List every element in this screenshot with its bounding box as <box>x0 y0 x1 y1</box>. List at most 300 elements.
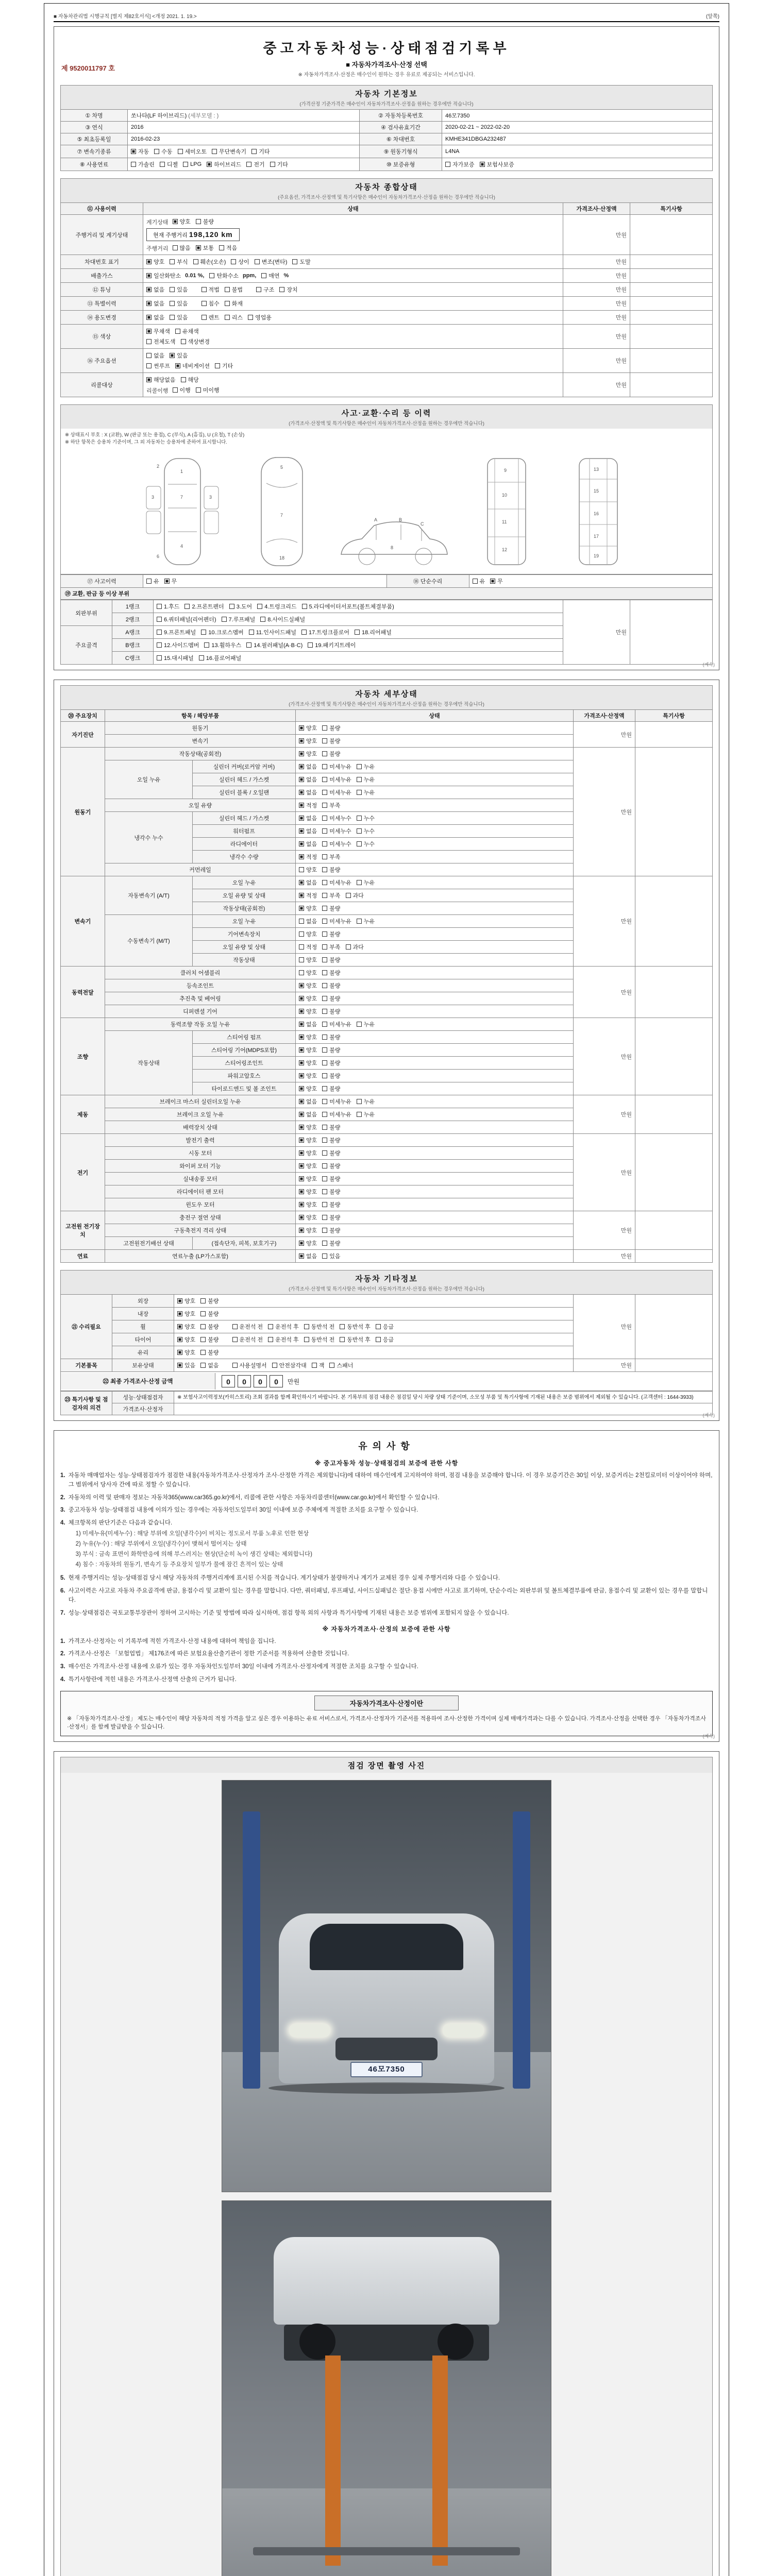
checkbox-unchecked[interactable] <box>157 604 162 609</box>
checkbox-unchecked[interactable] <box>170 287 175 292</box>
checkbox-checked[interactable] <box>299 1073 304 1078</box>
checkbox-option[interactable] <box>376 1323 394 1331</box>
checkbox-unchecked[interactable] <box>299 867 304 872</box>
checkbox-option[interactable] <box>299 762 317 771</box>
checkbox-option[interactable] <box>225 313 243 321</box>
checkbox-checked[interactable] <box>299 1176 304 1181</box>
checkbox-unchecked[interactable] <box>322 854 327 859</box>
checkbox-unchecked[interactable] <box>157 630 162 635</box>
checkbox-option[interactable] <box>193 258 226 266</box>
checkbox-unchecked[interactable] <box>473 579 478 584</box>
checkbox-unchecked[interactable] <box>357 1112 362 1117</box>
checkbox-option[interactable] <box>196 386 220 394</box>
checkbox-option[interactable] <box>299 956 317 964</box>
checkbox-checked[interactable] <box>146 287 152 292</box>
checkbox-option[interactable] <box>248 313 272 321</box>
checkbox-unchecked[interactable] <box>181 339 186 344</box>
checkbox-checked[interactable] <box>299 803 304 808</box>
checkbox-option[interactable] <box>322 762 351 771</box>
checkbox-option[interactable] <box>322 750 340 758</box>
checkbox-option[interactable] <box>322 1046 340 1054</box>
checkbox-option[interactable] <box>157 654 194 662</box>
checkbox-unchecked[interactable] <box>357 790 362 795</box>
checkbox-option[interactable] <box>200 1361 219 1369</box>
checkbox-option[interactable] <box>146 337 176 346</box>
checkbox-option[interactable] <box>200 1348 219 1357</box>
checkbox-unchecked[interactable] <box>322 906 327 911</box>
checkbox-checked[interactable] <box>299 1189 304 1194</box>
checkbox-unchecked[interactable] <box>302 604 307 609</box>
checkbox-unchecked[interactable] <box>322 725 327 731</box>
checkbox-option[interactable] <box>322 891 340 900</box>
checkbox-unchecked[interactable] <box>322 828 327 834</box>
checkbox-unchecked[interactable] <box>322 1073 327 1078</box>
checkbox-unchecked[interactable] <box>268 1337 273 1342</box>
checkbox-option[interactable] <box>376 1335 394 1344</box>
checkbox-unchecked[interactable] <box>299 919 304 924</box>
checkbox-unchecked[interactable] <box>193 259 198 264</box>
checkbox-checked[interactable] <box>207 162 212 167</box>
checkbox-unchecked[interactable] <box>256 287 261 292</box>
checkbox-option[interactable] <box>299 1072 317 1080</box>
checkbox-unchecked[interactable] <box>322 764 327 769</box>
checkbox-option[interactable] <box>131 147 149 156</box>
checkbox-option[interactable] <box>232 1335 263 1344</box>
checkbox-option[interactable] <box>357 1097 375 1106</box>
checkbox-unchecked[interactable] <box>154 149 159 154</box>
checkbox-option[interactable] <box>340 1335 371 1344</box>
checkbox-option[interactable] <box>299 904 317 912</box>
checkbox-option[interactable] <box>146 285 164 294</box>
checkbox-option[interactable] <box>299 943 317 951</box>
checkbox-option[interactable] <box>299 878 317 887</box>
checkbox-checked[interactable] <box>299 1202 304 1207</box>
checkbox-option[interactable] <box>196 217 214 226</box>
checkbox-option[interactable] <box>170 285 188 294</box>
checkbox-option[interactable] <box>490 577 503 585</box>
checkbox-option[interactable] <box>246 160 264 168</box>
checkbox-option[interactable] <box>299 866 317 874</box>
checkbox-option[interactable] <box>322 1110 351 1118</box>
checkbox-option[interactable] <box>357 917 375 925</box>
checkbox-unchecked[interactable] <box>322 751 327 756</box>
checkbox-option[interactable] <box>146 362 170 370</box>
checkbox-option[interactable] <box>146 272 204 280</box>
checkbox-unchecked[interactable] <box>322 1241 327 1246</box>
checkbox-option[interactable] <box>212 147 246 156</box>
checkbox-option[interactable] <box>256 285 274 294</box>
checkbox-unchecked[interactable] <box>322 1150 327 1156</box>
checkbox-option[interactable] <box>157 602 179 611</box>
checkbox-unchecked[interactable] <box>229 604 234 609</box>
checkbox-option[interactable] <box>209 272 256 280</box>
checkbox-checked[interactable] <box>146 273 152 278</box>
checkbox-option[interactable] <box>299 891 317 900</box>
checkbox-unchecked[interactable] <box>292 259 297 264</box>
checkbox-unchecked[interactable] <box>322 1022 327 1027</box>
checkbox-option[interactable] <box>183 161 201 167</box>
checkbox-option[interactable] <box>200 1310 219 1318</box>
checkbox-option[interactable] <box>322 1175 340 1183</box>
checkbox-option[interactable] <box>229 602 252 611</box>
checkbox-option[interactable] <box>322 1239 340 1247</box>
checkbox-unchecked[interactable] <box>201 630 206 635</box>
checkbox-unchecked[interactable] <box>255 259 260 264</box>
checkbox-option[interactable] <box>181 376 199 384</box>
checkbox-checked[interactable] <box>177 1324 182 1329</box>
checkbox-unchecked[interactable] <box>200 1337 206 1342</box>
checkbox-unchecked[interactable] <box>232 1363 238 1368</box>
checkbox-option[interactable] <box>299 1188 317 1196</box>
checkbox-option[interactable] <box>170 299 188 308</box>
checkbox-checked[interactable] <box>299 983 304 988</box>
checkbox-unchecked[interactable] <box>146 363 152 368</box>
checkbox-unchecked[interactable] <box>322 1086 327 1091</box>
checkbox-option[interactable] <box>322 1084 340 1093</box>
checkbox-option[interactable] <box>299 750 317 758</box>
checkbox-checked[interactable] <box>299 1228 304 1233</box>
checkbox-checked[interactable] <box>175 363 180 368</box>
checkbox-unchecked[interactable] <box>376 1337 381 1342</box>
checkbox-unchecked[interactable] <box>346 893 351 898</box>
checkbox-checked[interactable] <box>164 579 170 584</box>
checkbox-unchecked[interactable] <box>322 1009 327 1014</box>
checkbox-option[interactable] <box>322 1213 340 1222</box>
checkbox-option[interactable] <box>173 217 191 226</box>
checkbox-unchecked[interactable] <box>184 604 190 609</box>
checkbox-checked[interactable] <box>299 1047 304 1053</box>
checkbox-checked[interactable] <box>299 738 304 743</box>
checkbox-unchecked[interactable] <box>157 617 162 622</box>
checkbox-unchecked[interactable] <box>322 970 327 975</box>
checkbox-option[interactable] <box>322 1007 340 1015</box>
checkbox-checked[interactable] <box>299 1060 304 1065</box>
checkbox-option[interactable] <box>322 904 340 912</box>
checkbox-option[interactable] <box>299 1213 317 1222</box>
checkbox-option[interactable] <box>322 737 340 745</box>
checkbox-option[interactable] <box>268 1323 299 1331</box>
checkbox-checked[interactable] <box>177 1337 182 1342</box>
checkbox-option[interactable] <box>355 628 392 636</box>
checkbox-checked[interactable] <box>146 315 152 320</box>
checkbox-option[interactable] <box>177 1348 195 1357</box>
checkbox-unchecked[interactable] <box>146 579 152 584</box>
checkbox-unchecked[interactable] <box>225 287 230 292</box>
checkbox-unchecked[interactable] <box>322 1176 327 1181</box>
checkbox-option[interactable] <box>157 641 199 649</box>
checkbox-option[interactable] <box>299 840 317 848</box>
checkbox-option[interactable] <box>301 628 349 636</box>
checkbox-checked[interactable] <box>177 1311 182 1316</box>
checkbox-option[interactable] <box>181 337 210 346</box>
checkbox-option[interactable] <box>268 1335 299 1344</box>
checkbox-option[interactable] <box>299 1007 317 1015</box>
checkbox-checked[interactable] <box>146 301 152 306</box>
checkbox-option[interactable] <box>357 775 375 784</box>
checkbox-option[interactable] <box>299 981 317 990</box>
checkbox-option[interactable] <box>322 775 351 784</box>
checkbox-unchecked[interactable] <box>322 738 327 743</box>
checkbox-unchecked[interactable] <box>322 957 327 962</box>
checkbox-option[interactable] <box>272 1361 307 1369</box>
checkbox-option[interactable] <box>201 299 220 308</box>
checkbox-option[interactable] <box>299 1033 317 1041</box>
checkbox-unchecked[interactable] <box>357 841 362 846</box>
checkbox-unchecked[interactable] <box>246 162 251 167</box>
checkbox-unchecked[interactable] <box>270 162 275 167</box>
checkbox-option[interactable] <box>299 917 317 925</box>
checkbox-unchecked[interactable] <box>301 630 307 635</box>
checkbox-unchecked[interactable] <box>200 1298 206 1303</box>
checkbox-checked[interactable] <box>299 1138 304 1143</box>
checkbox-unchecked[interactable] <box>322 790 327 795</box>
checkbox-unchecked[interactable] <box>157 642 162 648</box>
checkbox-unchecked[interactable] <box>225 315 230 320</box>
checkbox-checked[interactable] <box>299 996 304 1001</box>
checkbox-unchecked[interactable] <box>322 1125 327 1130</box>
checkbox-unchecked[interactable] <box>322 867 327 872</box>
checkbox-option[interactable] <box>170 351 188 360</box>
checkbox-unchecked[interactable] <box>170 259 175 264</box>
checkbox-unchecked[interactable] <box>248 315 253 320</box>
checkbox-unchecked[interactable] <box>160 162 165 167</box>
checkbox-option[interactable] <box>175 327 199 335</box>
checkbox-option[interactable] <box>322 994 340 1003</box>
checkbox-option[interactable] <box>322 866 340 874</box>
checkbox-unchecked[interactable] <box>183 162 188 167</box>
checkbox-option[interactable] <box>299 853 317 861</box>
checkbox-unchecked[interactable] <box>304 1337 309 1342</box>
checkbox-checked[interactable] <box>299 1099 304 1104</box>
checkbox-checked[interactable] <box>196 245 201 250</box>
checkbox-unchecked[interactable] <box>322 1047 327 1053</box>
checkbox-option[interactable] <box>146 577 159 585</box>
checkbox-option[interactable] <box>299 724 317 732</box>
checkbox-option[interactable] <box>473 577 485 585</box>
checkbox-option[interactable] <box>299 1097 317 1106</box>
checkbox-option[interactable] <box>178 147 207 156</box>
checkbox-unchecked[interactable] <box>173 245 178 250</box>
checkbox-unchecked[interactable] <box>312 1363 317 1368</box>
checkbox-option[interactable] <box>299 1110 317 1118</box>
checkbox-option[interactable] <box>177 1297 195 1305</box>
checkbox-unchecked[interactable] <box>322 1138 327 1143</box>
checkbox-option[interactable] <box>225 285 243 294</box>
checkbox-unchecked[interactable] <box>357 777 362 782</box>
checkbox-checked[interactable] <box>299 880 304 885</box>
checkbox-option[interactable] <box>322 840 351 848</box>
checkbox-option[interactable] <box>322 917 351 925</box>
checkbox-option[interactable] <box>299 737 317 745</box>
checkbox-unchecked[interactable] <box>322 1202 327 1207</box>
checkbox-unchecked[interactable] <box>340 1337 345 1342</box>
checkbox-unchecked[interactable] <box>357 919 362 924</box>
checkbox-checked[interactable] <box>146 377 152 382</box>
checkbox-unchecked[interactable] <box>219 245 224 250</box>
checkbox-option[interactable] <box>299 1162 317 1170</box>
checkbox-checked[interactable] <box>299 1035 304 1040</box>
checkbox-option[interactable] <box>299 1149 317 1157</box>
checkbox-option[interactable] <box>146 299 164 308</box>
checkbox-option[interactable] <box>173 386 191 394</box>
checkbox-option[interactable] <box>207 160 241 168</box>
checkbox-unchecked[interactable] <box>200 1363 206 1368</box>
checkbox-option[interactable] <box>346 943 364 951</box>
checkbox-option[interactable] <box>322 1123 340 1131</box>
checkbox-option[interactable] <box>299 788 317 796</box>
checkbox-option[interactable] <box>279 285 297 294</box>
checkbox-option[interactable] <box>292 258 310 266</box>
checkbox-checked[interactable] <box>299 751 304 756</box>
checkbox-checked[interactable] <box>131 149 136 154</box>
checkbox-option[interactable] <box>299 1059 317 1067</box>
checkbox-unchecked[interactable] <box>200 1311 206 1316</box>
checkbox-unchecked[interactable] <box>225 301 230 306</box>
checkbox-option[interactable] <box>261 272 289 280</box>
checkbox-unchecked[interactable] <box>232 1324 238 1329</box>
checkbox-unchecked[interactable] <box>232 1337 238 1342</box>
checkbox-unchecked[interactable] <box>322 841 327 846</box>
checkbox-option[interactable] <box>219 244 237 252</box>
checkbox-checked[interactable] <box>177 1298 182 1303</box>
checkbox-option[interactable] <box>329 1361 353 1369</box>
checkbox-checked[interactable] <box>299 1022 304 1027</box>
checkbox-option[interactable] <box>322 801 340 809</box>
checkbox-option[interactable] <box>322 853 340 861</box>
checkbox-option[interactable] <box>299 1200 317 1209</box>
checkbox-unchecked[interactable] <box>131 162 136 167</box>
checkbox-checked[interactable] <box>299 841 304 846</box>
checkbox-unchecked[interactable] <box>322 1112 327 1117</box>
checkbox-checked[interactable] <box>299 816 304 821</box>
checkbox-unchecked[interactable] <box>146 339 152 344</box>
checkbox-checked[interactable] <box>177 1363 182 1368</box>
checkbox-option[interactable] <box>299 994 317 1003</box>
checkbox-checked[interactable] <box>299 1241 304 1246</box>
checkbox-unchecked[interactable] <box>181 377 186 382</box>
checkbox-option[interactable] <box>299 1136 317 1144</box>
checkbox-option[interactable] <box>357 878 375 887</box>
checkbox-option[interactable] <box>322 788 351 796</box>
checkbox-checked[interactable] <box>173 219 178 224</box>
checkbox-checked[interactable] <box>299 906 304 911</box>
checkbox-checked[interactable] <box>299 1253 304 1259</box>
checkbox-unchecked[interactable] <box>196 387 201 393</box>
checkbox-option[interactable] <box>322 969 340 977</box>
checkbox-unchecked[interactable] <box>299 970 304 975</box>
checkbox-unchecked[interactable] <box>322 777 327 782</box>
checkbox-option[interactable] <box>175 362 210 370</box>
checkbox-option[interactable] <box>231 258 249 266</box>
checkbox-unchecked[interactable] <box>322 816 327 821</box>
checkbox-option[interactable] <box>146 327 170 335</box>
checkbox-checked[interactable] <box>299 790 304 795</box>
checkbox-checked[interactable] <box>299 764 304 769</box>
checkbox-checked[interactable] <box>299 828 304 834</box>
checkbox-unchecked[interactable] <box>157 655 162 660</box>
checkbox-option[interactable] <box>177 1361 195 1369</box>
checkbox-option[interactable] <box>322 1059 340 1067</box>
checkbox-unchecked[interactable] <box>355 630 360 635</box>
checkbox-option[interactable] <box>146 258 164 266</box>
checkbox-unchecked[interactable] <box>304 1324 309 1329</box>
checkbox-checked[interactable] <box>299 1112 304 1117</box>
checkbox-option[interactable] <box>146 376 176 384</box>
checkbox-checked[interactable] <box>299 1150 304 1156</box>
checkbox-option[interactable] <box>299 1175 317 1183</box>
checkbox-option[interactable] <box>222 615 256 623</box>
checkbox-unchecked[interactable] <box>329 1363 334 1368</box>
checkbox-unchecked[interactable] <box>170 315 175 320</box>
checkbox-option[interactable] <box>177 1310 195 1318</box>
checkbox-unchecked[interactable] <box>322 1253 327 1259</box>
checkbox-unchecked[interactable] <box>322 931 327 937</box>
checkbox-unchecked[interactable] <box>308 642 313 648</box>
checkbox-unchecked[interactable] <box>322 1215 327 1220</box>
checkbox-unchecked[interactable] <box>322 983 327 988</box>
checkbox-option[interactable] <box>157 615 216 623</box>
checkbox-option[interactable] <box>184 602 224 611</box>
checkbox-unchecked[interactable] <box>175 329 180 334</box>
checkbox-option[interactable] <box>322 1097 351 1106</box>
checkbox-unchecked[interactable] <box>196 219 201 224</box>
checkbox-unchecked[interactable] <box>257 604 262 609</box>
checkbox-option[interactable] <box>146 351 164 360</box>
checkbox-option[interactable] <box>357 1110 375 1118</box>
checkbox-option[interactable] <box>357 840 375 848</box>
checkbox-option[interactable] <box>322 724 340 732</box>
checkbox-option[interactable] <box>312 1361 325 1369</box>
checkbox-option[interactable] <box>357 827 375 835</box>
checkbox-unchecked[interactable] <box>249 630 254 635</box>
checkbox-option[interactable] <box>322 1020 351 1028</box>
checkbox-option[interactable] <box>170 258 188 266</box>
checkbox-checked[interactable] <box>299 854 304 859</box>
checkbox-unchecked[interactable] <box>322 1163 327 1168</box>
checkbox-unchecked[interactable] <box>170 301 175 306</box>
checkbox-option[interactable] <box>299 1239 317 1247</box>
checkbox-option[interactable] <box>196 244 214 252</box>
checkbox-option[interactable] <box>146 313 164 321</box>
checkbox-option[interactable] <box>299 1046 317 1054</box>
checkbox-option[interactable] <box>201 628 243 636</box>
checkbox-unchecked[interactable] <box>322 919 327 924</box>
checkbox-option[interactable] <box>299 930 317 938</box>
checkbox-option[interactable] <box>322 1200 340 1209</box>
checkbox-option[interactable] <box>270 160 288 168</box>
checkbox-checked[interactable] <box>299 1009 304 1014</box>
checkbox-option[interactable] <box>199 654 241 662</box>
checkbox-unchecked[interactable] <box>215 363 220 368</box>
checkbox-option[interactable] <box>249 628 296 636</box>
checkbox-unchecked[interactable] <box>322 1189 327 1194</box>
checkbox-option[interactable] <box>299 969 317 977</box>
checkbox-option[interactable] <box>322 1226 340 1234</box>
checkbox-unchecked[interactable] <box>299 931 304 937</box>
checkbox-option[interactable] <box>299 1226 317 1234</box>
checkbox-option[interactable] <box>201 313 220 321</box>
checkbox-unchecked[interactable] <box>199 655 204 660</box>
checkbox-unchecked[interactable] <box>200 1350 206 1355</box>
checkbox-option[interactable] <box>204 641 241 649</box>
checkbox-option[interactable] <box>260 615 305 623</box>
checkbox-checked[interactable] <box>170 353 175 358</box>
checkbox-option[interactable] <box>170 313 188 321</box>
checkbox-option[interactable] <box>131 160 155 168</box>
checkbox-unchecked[interactable] <box>357 1099 362 1104</box>
checkbox-option[interactable] <box>445 160 475 168</box>
checkbox-option[interactable] <box>160 160 178 168</box>
